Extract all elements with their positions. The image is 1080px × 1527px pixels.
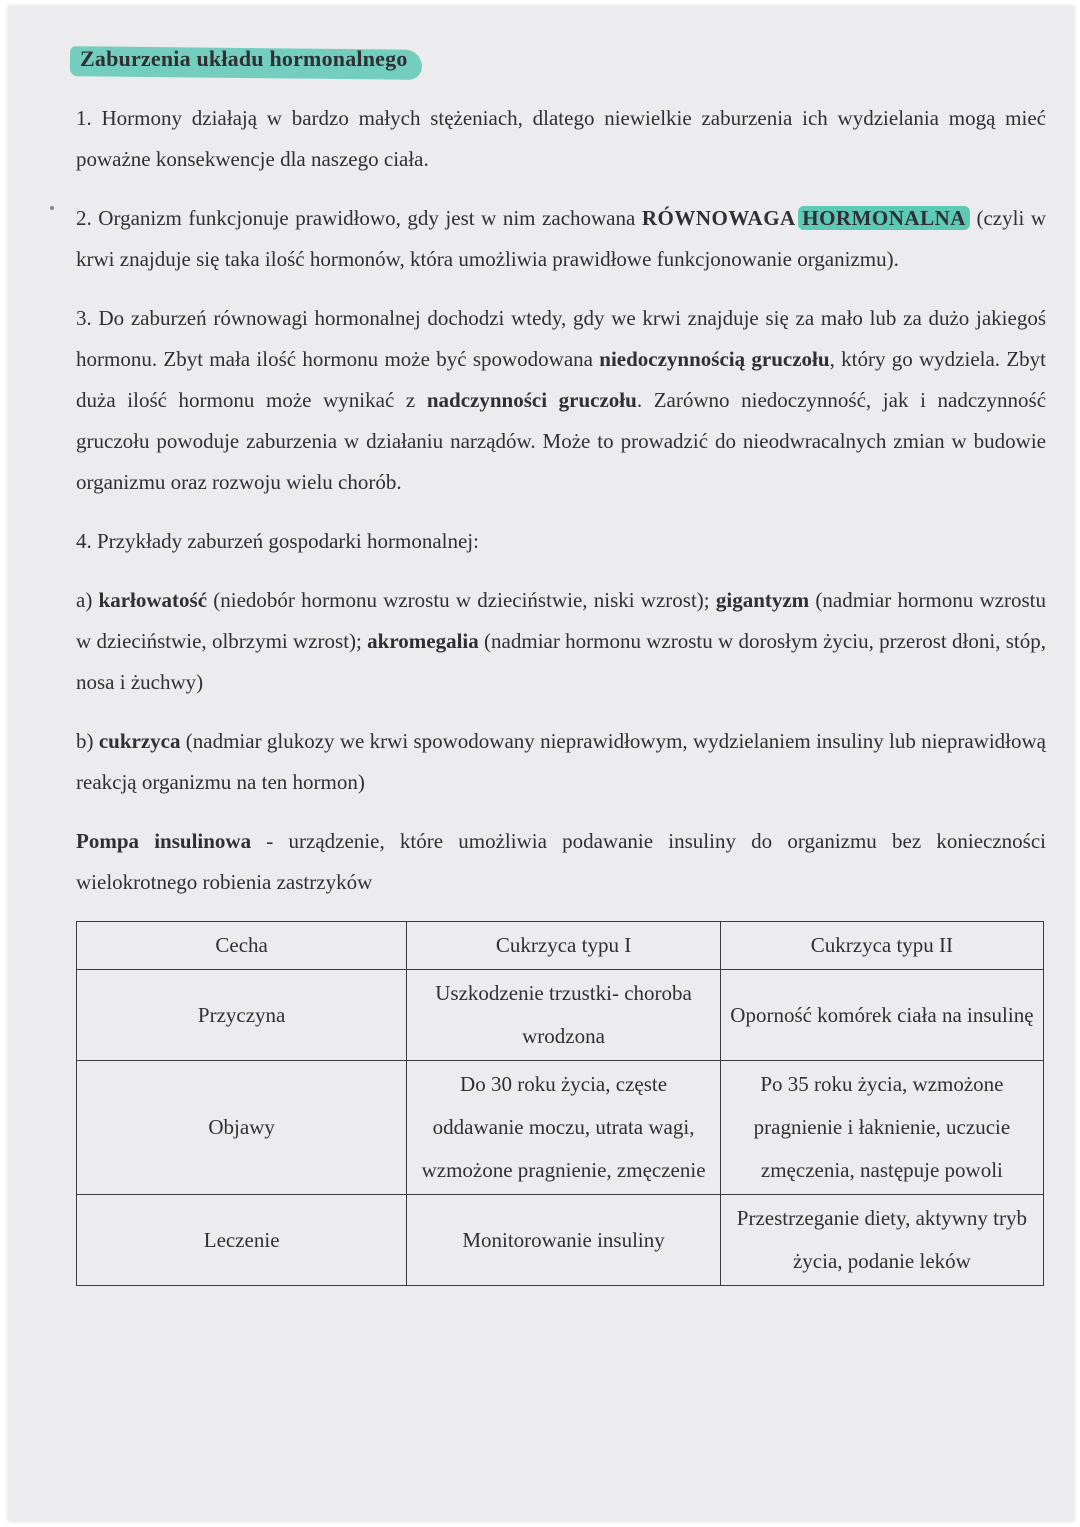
table-cell: Leczenie: [77, 1195, 407, 1286]
example-b-prefix: b): [76, 729, 99, 753]
margin-dot: [50, 206, 54, 210]
paragraph-1: 1. Hormony działają w bardzo małych stężeniach, dlatego niewielkie zaburzenia ich wydzielania mogą mieć poważne konsekwencje dla naszego ciała.: [76, 106, 1046, 171]
paragraph-2: [76, 198, 1046, 280]
table-header-cell: Cukrzyca typu II: [720, 922, 1043, 970]
document-content: [76, 46, 1046, 1286]
term-karlowatosc: karłowatość: [98, 588, 208, 612]
table-row: [77, 1195, 1044, 1286]
example-a-prefix: a): [76, 588, 99, 612]
term-cukrzyca: cukrzyca: [98, 729, 181, 753]
table-cell: Monitorowanie insuliny: [407, 1195, 721, 1286]
paragraph-2-text-2: (czyli w krwi znajduje się taka ilość hormonów, która umożliwia prawidłowe funkcjonowanie organizmu).: [76, 206, 1046, 271]
term-rownowaga: RÓWNOWAGA: [641, 206, 796, 230]
diabetes-table: [76, 921, 1044, 1286]
table-header-cell: Cukrzyca typu I: [407, 922, 721, 970]
pompa-text: - urządzenie, które umożliwia podawanie insuliny do organizmu bez konieczności wielokrotnego robienia zastrzyków: [76, 829, 1046, 894]
table-row: [77, 1061, 1044, 1195]
table-cell: Do 30 roku życia, częste oddawanie moczu, utrata wagi, wzmożone pragnienie, zmęczenie: [407, 1061, 721, 1195]
term-pompa-insulinowa: Pompa insulinowa: [76, 829, 252, 853]
document-title: Zaburzenia układu hormonalnego: [80, 46, 408, 71]
paragraph-3-text-2: , który go wydziela. Zbyt duża ilość hormonu może wynikać z: [76, 347, 1047, 412]
table-header-cell: Cecha: [77, 922, 407, 970]
example-b: [76, 721, 1046, 803]
example-b-text-1: (nadmiar glukozy we krwi spowodowany nieprawidłowym, wydzielaniem insuliny lub nieprawidłową reakcją organizmu na ten hormon): [76, 729, 1046, 794]
term-gigantyzm: gigantyzm: [715, 588, 810, 612]
title-highlight: [80, 46, 408, 72]
term-nadczynnosc: nadczynności gruczołu: [426, 388, 637, 412]
table-cell: Objawy: [77, 1061, 407, 1195]
example-a-text-3: (nadmiar hormonu wzrostu w dorosłym życiu, przerost dłoni, stóp, nosa i żuchwy): [76, 629, 1046, 694]
term-niedoczynnosc: niedoczynnością gruczołu: [599, 347, 830, 371]
term-akromegalia: akromegalia: [367, 629, 479, 653]
term-hormonalna: HORMONALNA: [798, 206, 970, 230]
paragraph-3-text-3: . Zarówno niedoczynność, jak i nadczynność gruczołu powoduje zaburzenia w działaniu narządów. Może to prowadzić do nieodwracalnych zmian w budowie organizmu oraz rozwoju wielu chorób.: [76, 388, 1047, 494]
table-row: [77, 970, 1044, 1061]
table-cell: Przestrzeganie diety, aktywny tryb życia, podanie leków: [720, 1195, 1043, 1286]
table-cell: Przyczyna: [77, 970, 407, 1061]
document-page: [8, 6, 1074, 1521]
table-cell: Po 35 roku życia, wzmożone pragnienie i łaknienie, uczucie zmęczenia, następuje powoli: [720, 1061, 1043, 1195]
example-a-text-2: (nadmiar hormonu wzrostu w dzieciństwie, olbrzymi wzrost);: [76, 588, 1046, 653]
example-a-text-1: (niedobór hormonu wzrostu w dzieciństwie, niski wzrost);: [207, 588, 716, 612]
table-cell: Uszkodzenie trzustki- choroba wrodzona: [407, 970, 721, 1061]
table-cell: Oporność komórek ciała na insulinę: [720, 970, 1043, 1061]
paragraph-3-text-1: 3. Do zaburzeń równowagi hormonalnej dochodzi wtedy, gdy we krwi znajduje się za mało lub za dużo jakiegoś hormonu. Zbyt mała ilość hormonu może być spowodowana: [76, 306, 1046, 371]
pompa-paragraph: [76, 821, 1046, 903]
paragraph-3: [76, 298, 1046, 503]
paragraph-4: 4. Przykłady zaburzeń gospodarki hormonalnej:: [76, 529, 479, 553]
example-a: [76, 580, 1046, 703]
table-header-row: [77, 922, 1044, 970]
paragraph-2-text-1: 2. Organizm funkcjonuje prawidłowo, gdy jest w nim zachowana: [76, 206, 642, 230]
